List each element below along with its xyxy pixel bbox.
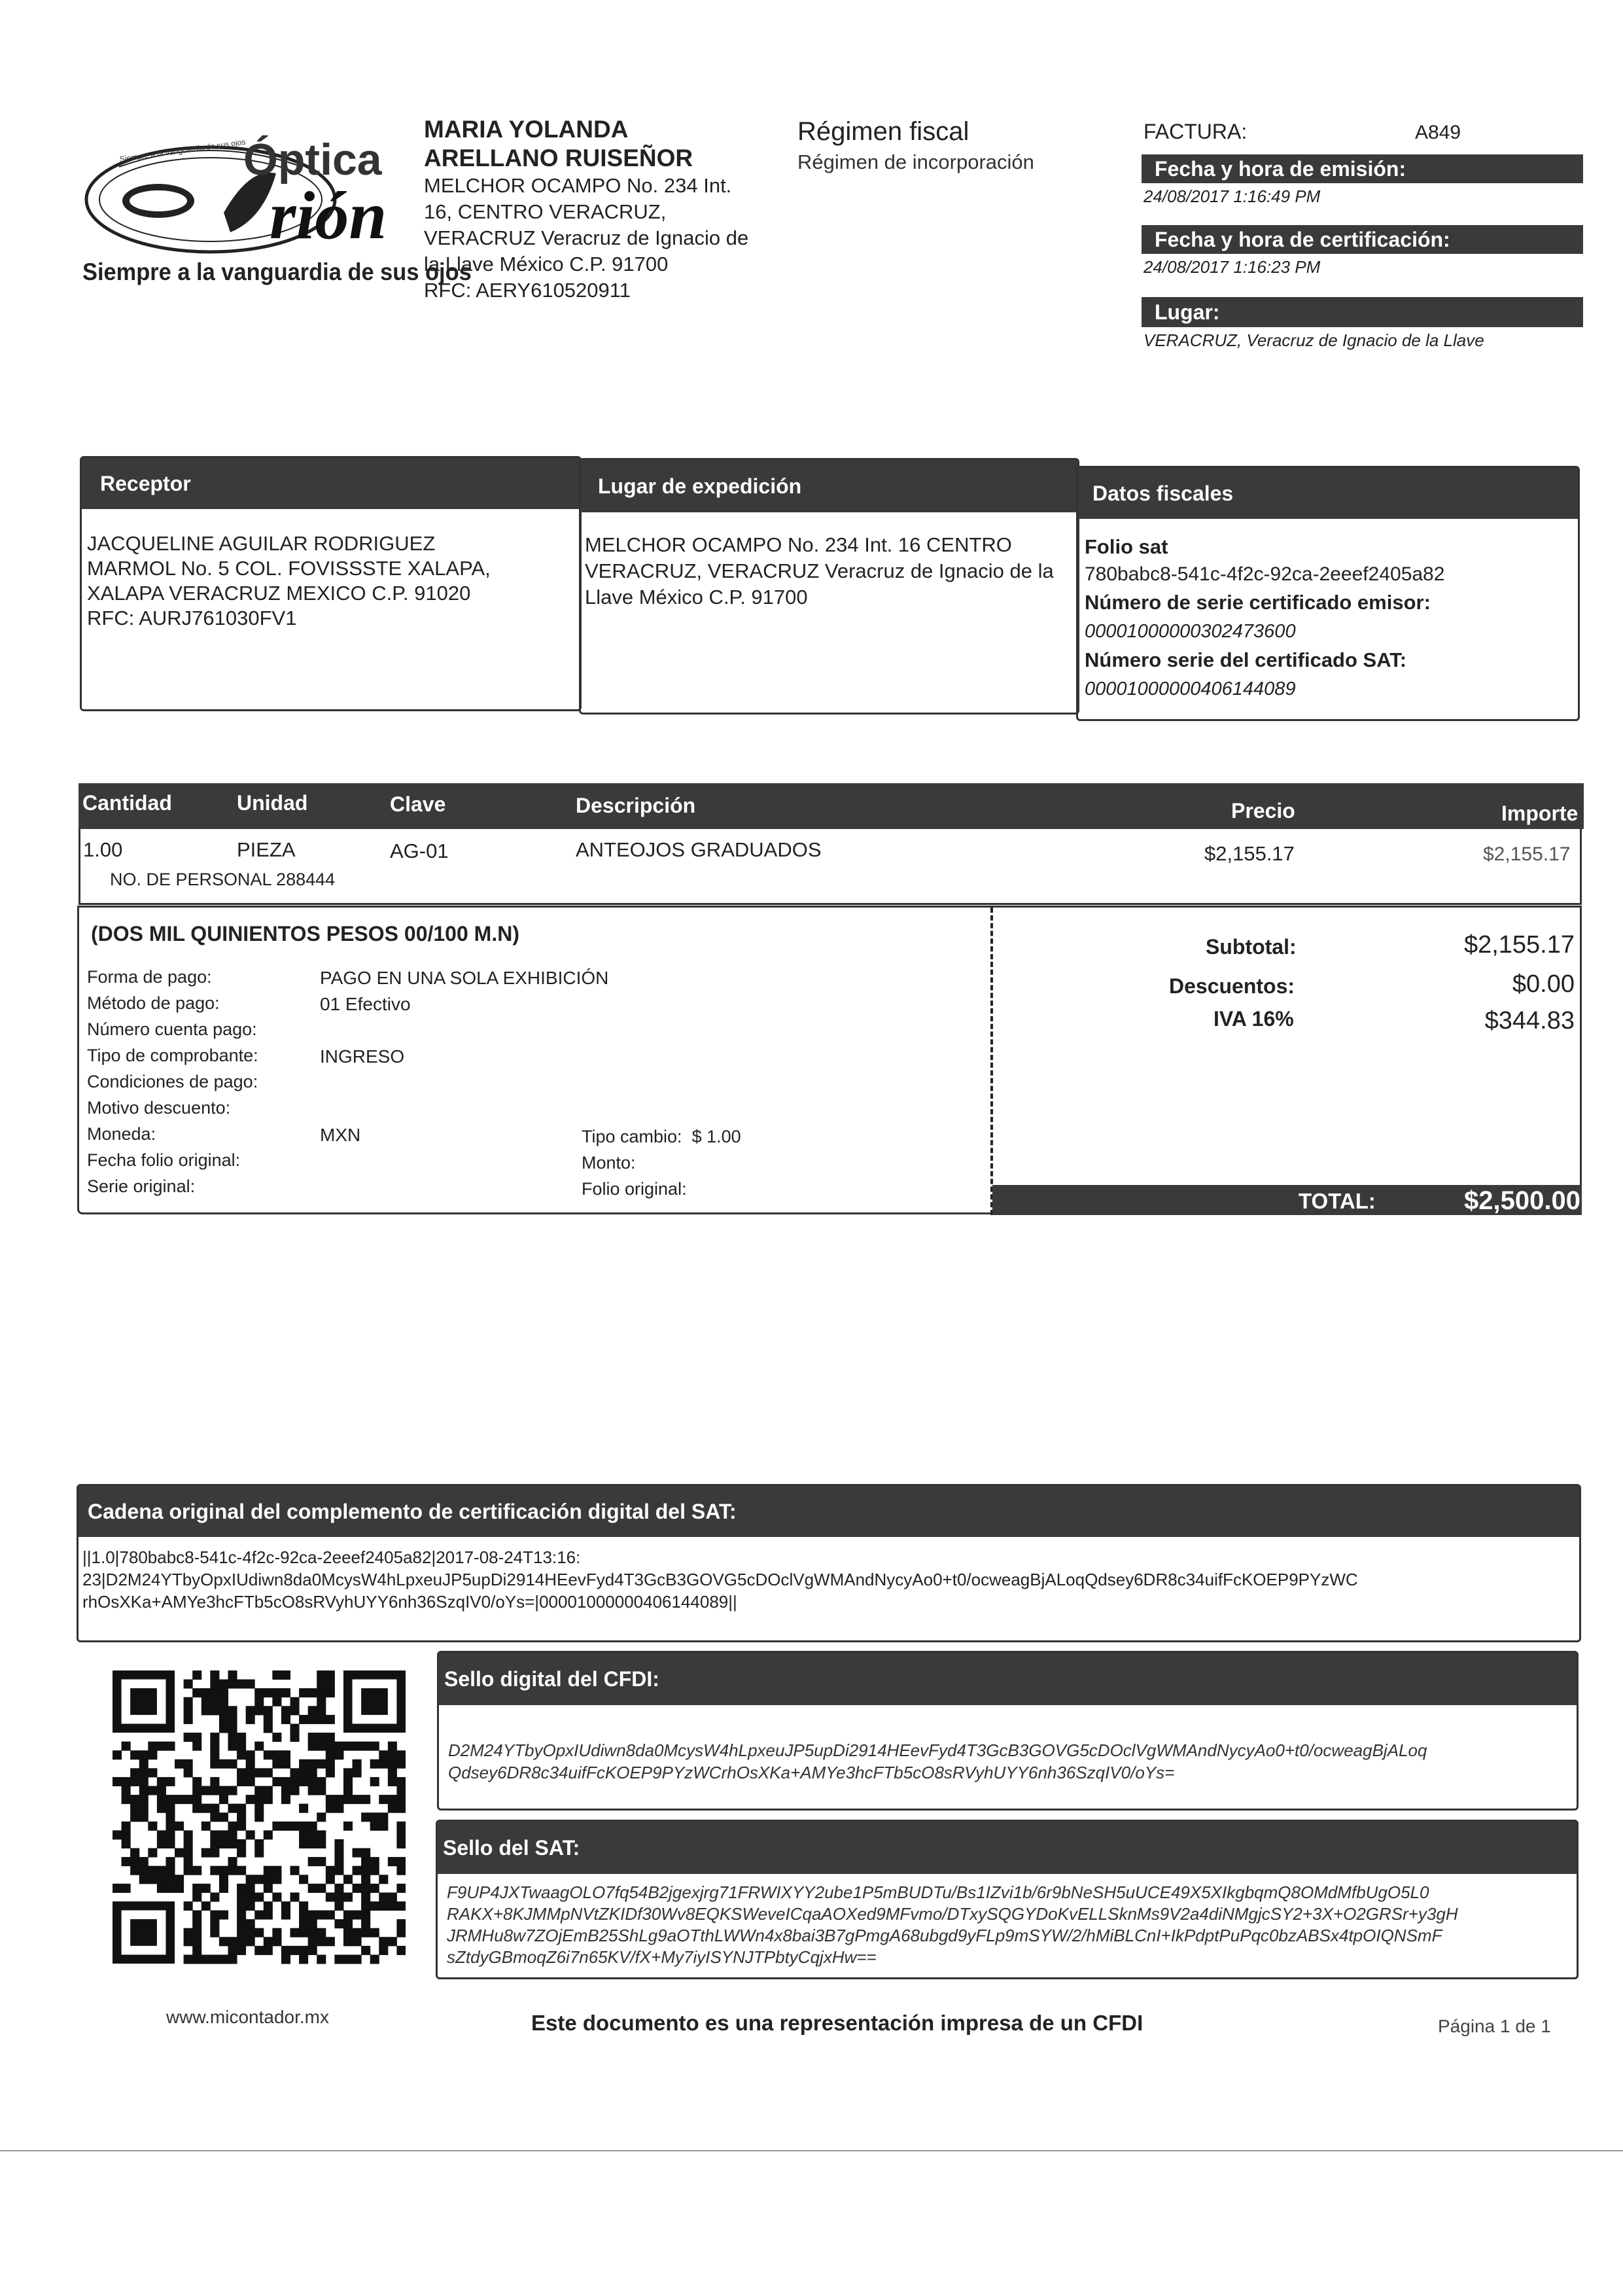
receptor-rfc: RFC: AURJ761030FV1 [87, 607, 297, 629]
col-importe: Importe [1501, 802, 1579, 825]
cadena-line: rhOsXKa+AMYe3hcFTb5cO8sRVyhUYY6nh36SzqIV0/oYs=|00001000000406144089|| [82, 1592, 737, 1612]
serie-sat-label: Número serie del certificado SAT: [1085, 648, 1407, 671]
serie-emisor-label: Número de serie certificado emisor: [1085, 591, 1431, 614]
issuer-name-line1: MARIA YOLANDA [424, 116, 629, 143]
qr-code-graphic [113, 1670, 406, 1965]
footer-page: Página 1 de 1 [1438, 2016, 1551, 2036]
cell-clave: AG-01 [390, 839, 449, 862]
expedicion-header: Lugar de expedición [581, 460, 1077, 512]
fecha-folio-label: Fecha folio original: [87, 1150, 241, 1170]
certificacion-label: Fecha y hora de certificación: [1142, 225, 1583, 254]
col-unidad: Unidad [237, 791, 308, 815]
tipo-comprobante-value: INGRESO [320, 1046, 405, 1067]
payment-values [320, 965, 608, 1148]
issuer-address-line: 16, CENTRO VERACRUZ, [424, 200, 667, 223]
issuer-block [424, 115, 790, 304]
receptor-line: JACQUELINE AGUILAR RODRIGUEZ [87, 532, 436, 555]
descuentos-value: $0.00 [1512, 970, 1575, 998]
moneda-value: MXN [320, 1125, 361, 1145]
sello-cfdi-header: Sello digital del CFDI: [439, 1653, 1577, 1705]
moneda-label: Moneda: [87, 1124, 156, 1144]
subtotal-label: Subtotal: [1206, 935, 1297, 959]
issuer-name-line2: ARELLANO RUISEÑOR [424, 145, 693, 171]
motivo-descuento-label: Motivo descuento: [87, 1098, 231, 1118]
sello-sat-box [436, 1820, 1579, 1979]
sello-sat-header: Sello del SAT: [438, 1822, 1577, 1874]
col-precio: Precio [1231, 799, 1295, 822]
lugar-value: VERACRUZ, Veracruz de Ignacio de la Llave [1143, 330, 1484, 350]
brand-badge-text: Orion [142, 193, 181, 209]
total-value: $2,500.00 [1464, 1186, 1580, 1215]
serie-original-label: Serie original: [87, 1176, 196, 1196]
cell-importe: $2,155.17 [1483, 843, 1571, 865]
num-cuenta-label: Número cuenta pago: [87, 1019, 257, 1039]
folio-sat-value: 780babc8-541c-4f2c-92ca-2eeef2405a82 [1085, 563, 1445, 585]
metodo-pago-value: 01 Efectivo [320, 994, 411, 1014]
cell-descripcion: ANTEOJOS GRADUADOS [576, 838, 822, 861]
amount-in-words: (DOS MIL QUINIENTOS PESOS 00/100 M.N) [91, 922, 519, 945]
qr-code [113, 1670, 406, 1965]
table-row [80, 829, 1580, 901]
subtotal-value: $2,155.17 [1463, 931, 1575, 959]
tipo-comprobante-label: Tipo de comprobante: [87, 1046, 258, 1065]
page-edge-line [0, 2150, 1623, 2151]
forma-pago-value: PAGO EN UNA SOLA EXHIBICIÓN [320, 968, 609, 988]
lugar-label: Lugar: [1142, 297, 1583, 327]
datos-fiscales-header: Datos fiscales [1078, 468, 1578, 519]
sello-sat-line: RAKX+8KJMMpNVtZKIDf30Wv8EQKSWeveICqaAOXed9MFvmo/DTxySQGYDoKvELLSknMs9V2a4diNMgjcSY2+3X+O2GRSr+y3gH [447, 1904, 1458, 1924]
cell-nota: NO. DE PERSONAL 288444 [110, 870, 336, 889]
items-table [79, 783, 1582, 905]
emision-label: Fecha y hora de emisión: [1142, 154, 1583, 183]
issuer-address-line: VERACRUZ Veracruz de Ignacio de [424, 226, 749, 249]
sello-cfdi-line: Qdsey6DR8c34uifFcKOEP9PYzWCrhOsXKa+AMYe3hcFTb5cO8sRVyhUYY6nh36SzqIV0/oYs= [448, 1763, 1175, 1782]
cell-unidad: PIEZA [237, 838, 296, 861]
issuer-rfc: RFC: AERY610520911 [424, 279, 631, 302]
company-logo [80, 121, 472, 298]
col-cantidad: Cantidad [82, 791, 172, 815]
regimen-block [797, 115, 1034, 177]
expedicion-line: MELCHOR OCAMPO No. 234 Int. 16 CENTRO [585, 533, 1012, 556]
iva-value: $344.83 [1484, 1007, 1575, 1034]
cadena-header: Cadena original del complemento de certificación digital del SAT: [79, 1486, 1579, 1537]
expedicion-box [579, 458, 1079, 715]
brand-top-text: Óptica [243, 135, 382, 185]
dashed-divider [990, 908, 993, 1215]
cadena-original-box [77, 1484, 1581, 1642]
factura-label: FACTURA: [1143, 120, 1248, 143]
cell-precio: $2,155.17 [1204, 842, 1295, 865]
emision-value: 24/08/2017 1:16:49 PM [1143, 186, 1321, 206]
factura-number: A849 [1415, 122, 1461, 143]
regimen-value: Régimen de incorporación [797, 150, 1034, 173]
certificacion-value: 24/08/2017 1:16:23 PM [1143, 257, 1321, 277]
cell-cantidad: 1.00 [83, 838, 123, 861]
cadena-line: ||1.0|780babc8-541c-4f2c-92ca-2eeef2405a82|2017-08-24T13:16: [82, 1547, 581, 1567]
receptor-header: Receptor [82, 458, 580, 509]
total-label: TOTAL: [1299, 1189, 1376, 1213]
folio-original-label: Folio original: [582, 1179, 687, 1199]
payment-labels [87, 964, 258, 1199]
exchange-block [582, 1123, 741, 1202]
regimen-title: Régimen fiscal [797, 117, 969, 146]
iva-label: IVA 16% [1213, 1007, 1294, 1031]
cadena-line: 23|D2M24YTbyOpxIUdiwn8da0McysW4hLpxeuJP5upDi2914HEevFyd4T3GcB3GOVG5cDOclVgWMAndNycyAo0+t0/ocweagBjALoqQdsey6DR8c34uifFcKOEP9PYzWC [82, 1570, 1358, 1589]
issuer-address-line: MELCHOR OCAMPO No. 234 Int. [424, 174, 732, 197]
col-descripcion: Descripción [576, 794, 696, 817]
metodo-pago-label: Método de pago: [87, 993, 220, 1013]
serie-sat-value: 00001000000406144089 [1085, 679, 1296, 699]
descuentos-label: Descuentos: [1169, 974, 1295, 998]
folio-sat-label: Folio sat [1085, 535, 1168, 558]
expedicion-line: VERACRUZ, VERACRUZ Veracruz de Ignacio de la [585, 559, 1054, 582]
items-table-header [79, 783, 1584, 829]
forma-pago-label: Forma de pago: [87, 967, 212, 987]
brand-main-text: rión [270, 178, 387, 253]
receptor-box [80, 456, 582, 711]
col-clave: Clave [390, 792, 446, 816]
footer-website: www.micontador.mx [166, 2007, 329, 2027]
monto-label: Monto: [582, 1153, 636, 1173]
sello-sat-line: sZtdyGBmoqZ6i7n65KV/fX+My7iyISYNJTPbtyCqjxHw== [447, 1947, 877, 1967]
datos-fiscales-box [1076, 466, 1580, 721]
tipo-cambio-value: $ 1.00 [691, 1127, 741, 1146]
expedicion-line: Llave México C.P. 91700 [585, 586, 808, 609]
sello-cfdi-box [437, 1651, 1579, 1810]
brand-tagline: Siempre a la vanguardia de sus ojos [82, 258, 472, 285]
payment-section [77, 906, 1582, 1214]
receptor-line: MARMOL No. 5 COL. FOVISSSTE XALAPA, [87, 557, 491, 580]
tipo-cambio-label: Tipo cambio: [582, 1127, 682, 1146]
sello-sat-line: JRMHu8w7ZOjEmB25ShLg9aOTthLWWn4x8bai3B7gPmgA68ubgd9yFLp9mSYW/2/hMiBLCnI+IkPdptPuPqc0bzABSx4tpOIQNSmF [447, 1926, 1442, 1945]
sello-sat-line: F9UP4JXTwaagOLO7fq54B2jgexjrg71FRWIXYY2ube1P5mBUDTu/Bs1IZvi1b/6r9bNeSH5uUCE49X5XIkgbqmQ8OMdMfbUgO5L0 [447, 1882, 1429, 1902]
condiciones-label: Condiciones de pago: [87, 1072, 258, 1091]
total-bar [992, 1185, 1582, 1215]
receptor-line: XALAPA VERACRUZ MEXICO C.P. 91020 [87, 582, 471, 605]
serie-emisor-value: 00001000000302473600 [1085, 621, 1296, 642]
footer-statement: Este documento es una representación impresa de un CFDI [531, 2011, 1143, 2035]
issuer-address-line: la Llave México C.P. 91700 [424, 253, 669, 275]
arc-text: Siempre a la vanguardia de sus ojos [118, 137, 247, 164]
sello-cfdi-line: D2M24YTbyOpxIUdiwn8da0McysW4hLpxeuJP5upDi2914HEevFyd4T3GcB3GOVG5cDOclVgWMAndNycyAo0+t0/ocweagBjALoq [448, 1740, 1427, 1760]
